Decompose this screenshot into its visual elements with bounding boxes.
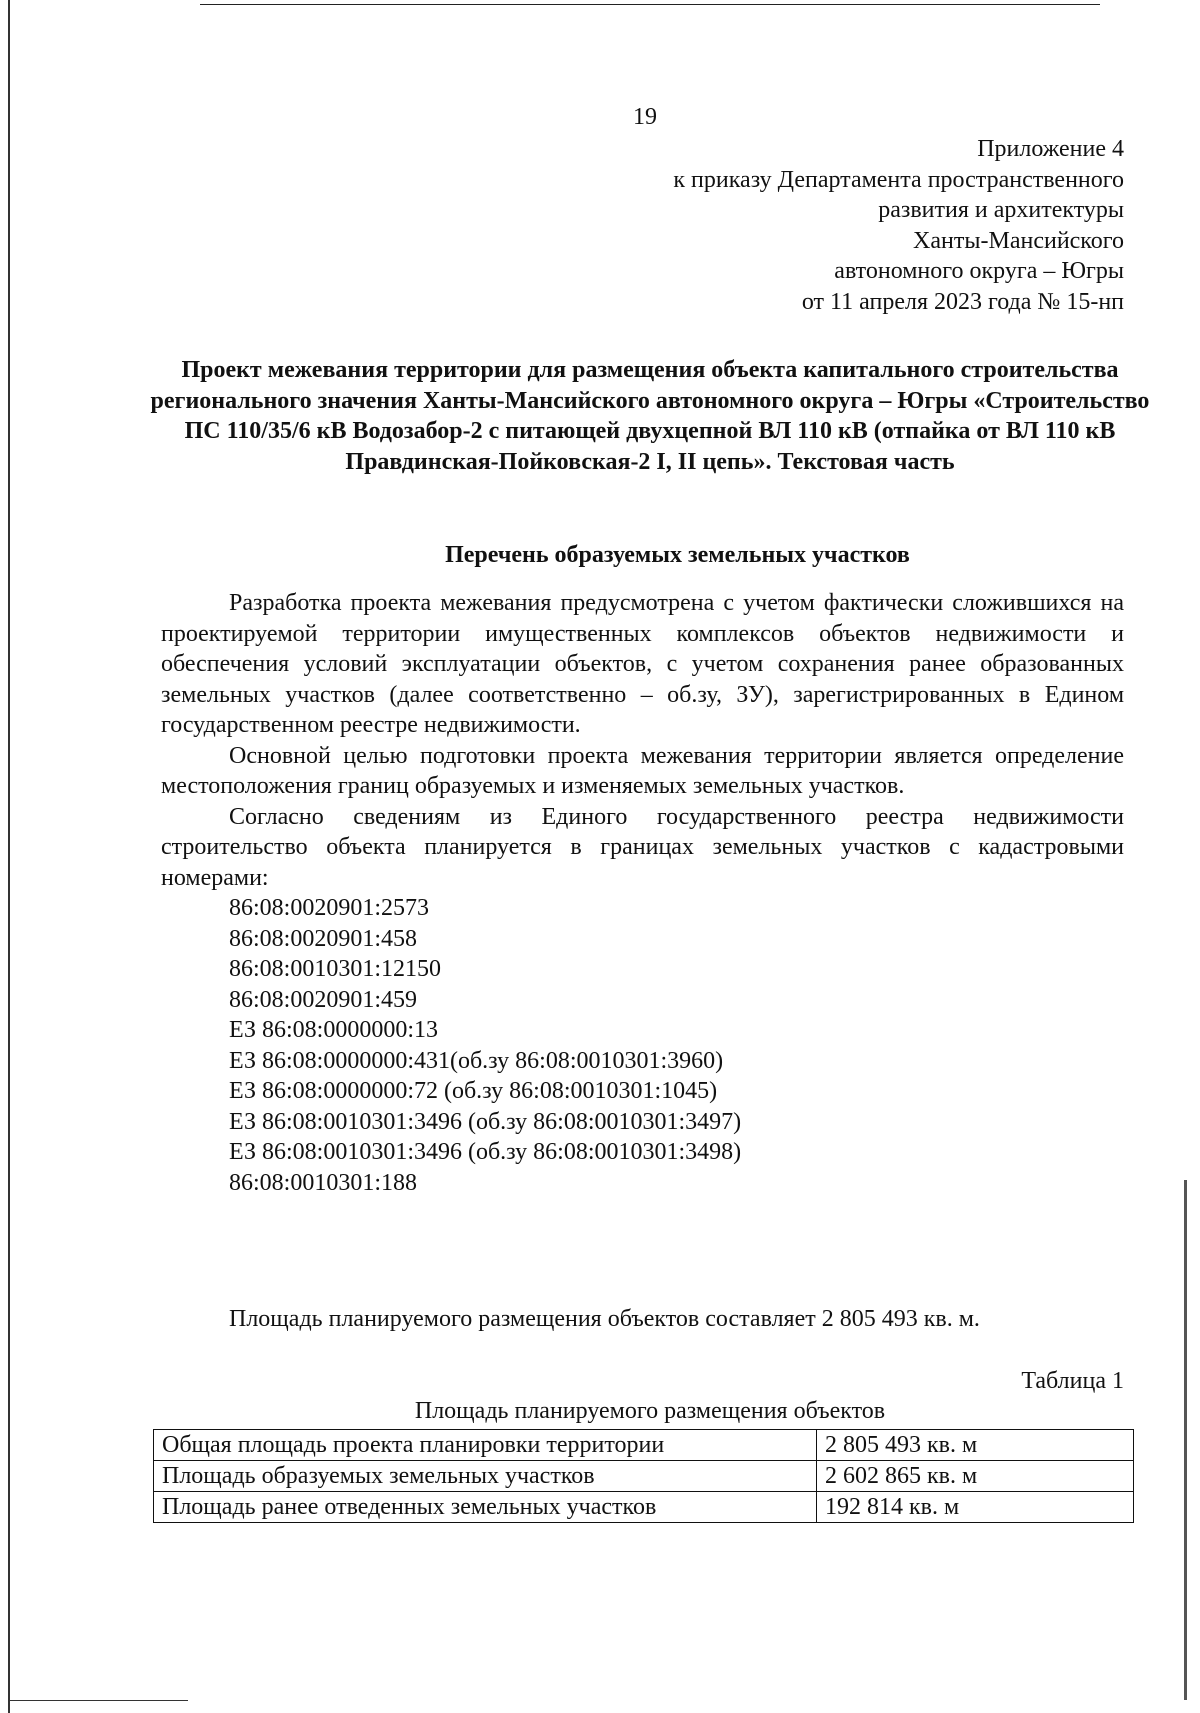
table-row bbox=[154, 1461, 1134, 1492]
cadastral-number: ЕЗ 86:08:0010301:3496 (об.зу 86:08:0010301:3497) bbox=[229, 1108, 742, 1135]
cadastral-number: ЕЗ 86:08:0000000:13 bbox=[229, 1017, 438, 1043]
paragraph: Основной целью подготовки проекта межевания территории является определение местоположения границ образуемых и изменяемых земельных участков. bbox=[161, 742, 1124, 799]
table-caption: Площадь планируемого размещения объектов bbox=[414, 1398, 886, 1424]
cadastral-number: ЕЗ 86:08:0000000:72 (об.зу 86:08:0010301:1045) bbox=[229, 1078, 718, 1104]
table-cell-value: 2 602 865 кв. м bbox=[817, 1461, 1134, 1492]
appendix-line: автономного округа – Югры bbox=[834, 258, 1124, 284]
body-text bbox=[161, 588, 1124, 1198]
appendix-line: развития и архитектуры bbox=[878, 197, 1124, 223]
paragraph: Согласно сведениям из Единого государственного реестра недвижимости строительство объекта планируется в границах земельных участков с кадастровыми номерами: bbox=[161, 803, 1124, 891]
appendix-block bbox=[673, 134, 1124, 317]
table-cell-label: Общая площадь проекта планировки территории bbox=[154, 1430, 817, 1461]
paragraph: Разработка проекта межевания предусмотрена с учетом фактически сложившихся на проектируемой территории имущественных комплексов объектов недвижимости и обеспечения условий эксплуатации объектов, с учетом сохранения ранее образованных земельных участков (далее соответственно – об.зу, ЗУ), зарегистрированных в Едином государственном реестре недвижимости. bbox=[161, 590, 1124, 738]
cadastral-number: 86:08:0020901:2573 bbox=[229, 895, 430, 921]
document-title: Проект межевания территории для размещения объекта капитального строительства регионального значения Ханты-Мансийского автономного округа – Югры «Строительство ПС 110/35/6 кВ Водозабор-2 с питающей двухцепной ВЛ 110 кВ (отпайка от ВЛ 110 кВ Правдинская-Пойковская-2 I, II цепь». Текстовая часть bbox=[150, 357, 1150, 475]
table-row bbox=[154, 1430, 1134, 1461]
appendix-line: от 11 апреля 2023 года № 15-нп bbox=[801, 288, 1124, 315]
scan-edge-left bbox=[8, 0, 10, 1713]
cadastral-number: 86:08:0010301:12150 bbox=[229, 956, 442, 982]
table-cell-value: 192 814 кв. м bbox=[817, 1492, 1134, 1523]
page-number: 19 bbox=[633, 104, 657, 130]
area-statement: Площадь планируемого размещения объектов составляет 2 805 493 кв. м. bbox=[229, 1306, 980, 1332]
section-title: Перечень образуемых земельных участков bbox=[445, 542, 910, 568]
table-cell-value: 2 805 493 кв. м bbox=[817, 1430, 1134, 1461]
appendix-line: к приказу Департамента пространственного bbox=[673, 166, 1124, 193]
appendix-line: Ханты-Мансийского bbox=[913, 227, 1124, 254]
table-row bbox=[154, 1492, 1134, 1523]
scan-edge-right bbox=[1184, 1180, 1187, 1700]
scan-edge-bottom bbox=[8, 1700, 188, 1701]
cadastral-number: 86:08:0020901:458 bbox=[229, 925, 418, 952]
table-label: Таблица 1 bbox=[1021, 1368, 1124, 1394]
table-cell-label: Площадь образуемых земельных участков bbox=[154, 1461, 817, 1492]
cadastral-number: 86:08:0020901:459 bbox=[229, 986, 418, 1013]
area-table bbox=[153, 1429, 1134, 1523]
cadastral-number: ЕЗ 86:08:0010301:3496 (об.зу 86:08:0010301:3498) bbox=[229, 1139, 742, 1165]
appendix-line: Приложение 4 bbox=[977, 136, 1124, 162]
cadastral-number: 86:08:0010301:188 bbox=[229, 1169, 418, 1196]
cadastral-list bbox=[161, 893, 1124, 1198]
scan-edge-top bbox=[200, 4, 1100, 5]
cadastral-number: ЕЗ 86:08:0000000:431(об.зу 86:08:0010301:3960) bbox=[229, 1047, 724, 1074]
table-cell-label: Площадь ранее отведенных земельных участков bbox=[154, 1492, 817, 1523]
